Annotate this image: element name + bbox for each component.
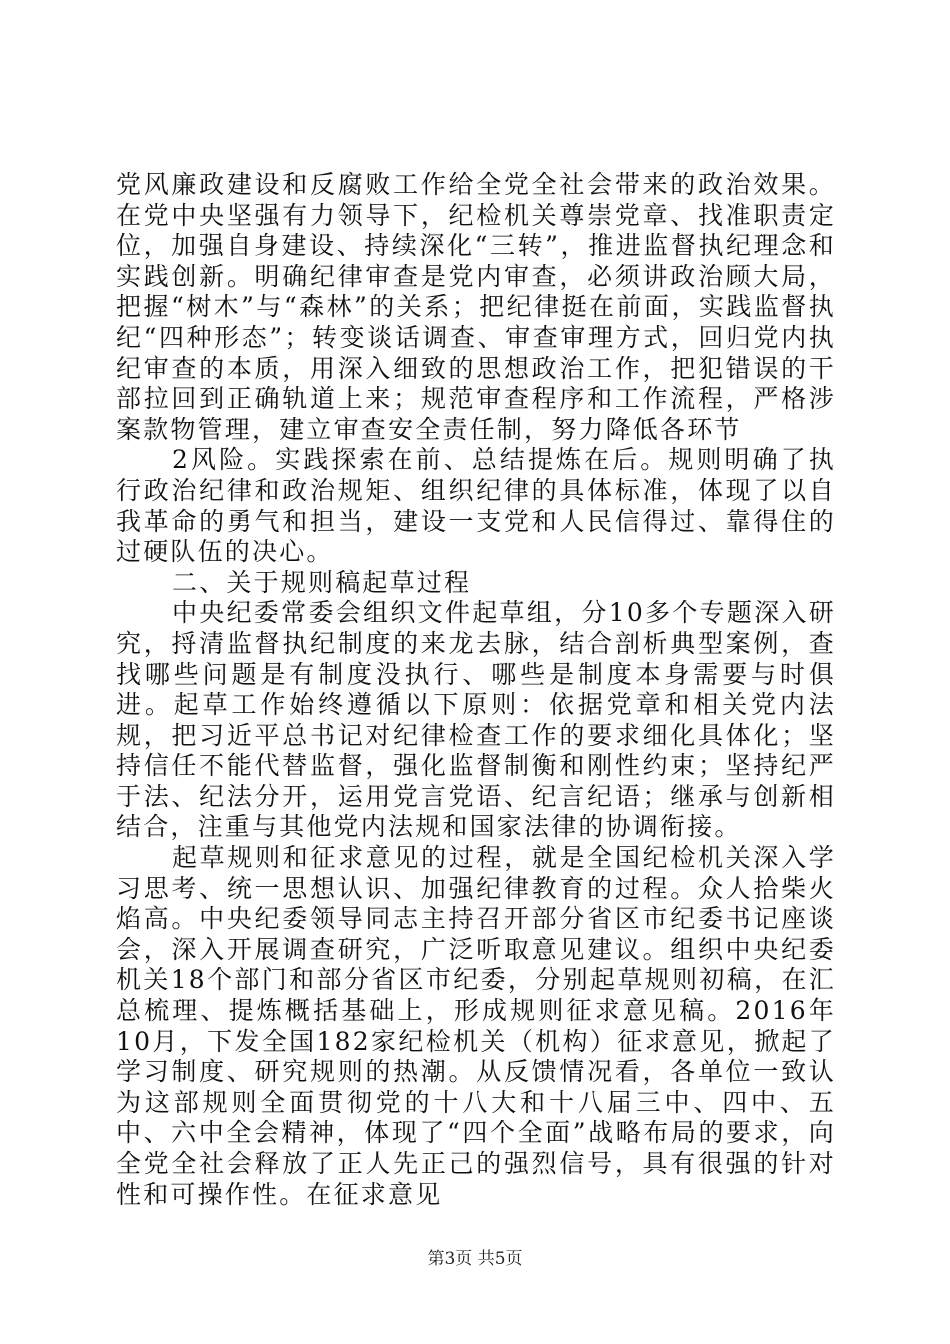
paragraph-3: 中央纪委常委会组织文件起草组，分10多个专题深入研究，捋清监督执纪制度的来龙去脉，结合剖析典型案例，查找哪些问题是有制度没执行、哪些是制度本身需要与时俱进。起草工作始终遵循以下原则：依据党章和相关党内法规，把习近平总书记对纪律检查工作的要求细化具体化；坚持信任不能代替监督，强化监督制衡和刚性约束；坚持纪严于法、纪法分开，运用党言党语、纪言纪语；继承与创新相结合，注重与其他党内法规和国家法律的协调衔接。	[116, 598, 836, 842]
section-heading: 二、关于规则稿起草过程	[172, 567, 472, 597]
paragraph-1: 党风廉政建设和反腐败工作给全党全社会带来的政治效果。在党中央坚强有力领导下，纪检机关尊崇党章、找准职责定位，加强自身建设、持续深化“三转”，推进监督执纪理念和实践创新。明确纪律审查是党内审查，必须讲政治顾大局，把握“树木”与“森林”的关系；把纪律挺在前面，实践监督执纪“四种形态”；转变谈话调查、审查审理方式，回归党内执纪审查的本质，用深入细致的思想政治工作，把犯错误的干部拉回到正确轨道上来；规范审查程序和工作流程，严格涉案款物管理，建立审查安全责任制，努力降低各环节	[116, 170, 836, 444]
paragraph-4: 起草规则和征求意见的过程，就是全国纪检机关深入学习思考、统一思想认识、加强纪律教育的过程。众人拾柴火焰高。中央纪委领导同志主持召开部分省区市纪委书记座谈会，深入开展调查研究，广泛听取意见建议。组织中央纪委机关18个部门和部分省区市纪委，分别起草规则初稿，在汇总梳理、提炼概括基础上，形成规则征求意见稿。2016年10月，下发全国182家纪检机关（机构）征求意见，掀起了学习制度、研究规则的热潮。从反馈情况看，各单位一致认为这部规则全面贯彻党的十八大和十八届三中、四中、五中、六中全会精神，体现了“四个全面”战略布局的要求，向全党全社会释放了正人先正己的强烈信号，具有很强的针对性和可操作性。在征求意见	[116, 843, 836, 1209]
page-footer: 第3页 共5页	[427, 1249, 523, 1269]
paragraph-2: 2风险。实践探索在前、总结提炼在后。规则明确了执行政治纪律和政治规矩、组织纪律的具体标准，体现了以自我革命的勇气和担当，建设一支党和人民信得过、靠得住的过硬队伍的决心。	[116, 445, 836, 567]
document-body	[116, 170, 836, 1210]
